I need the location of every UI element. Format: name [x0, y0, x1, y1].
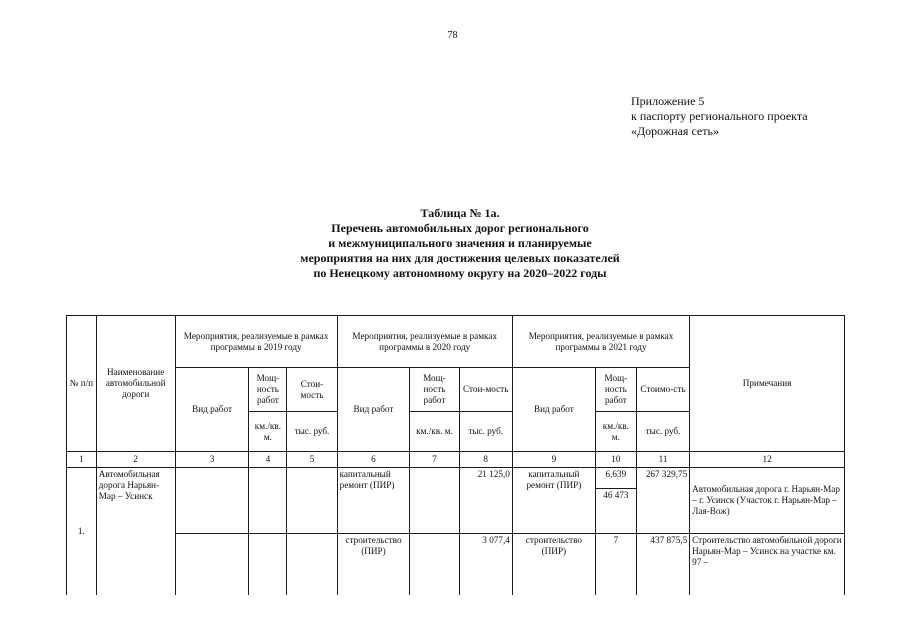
header-cost-2019: Стои-мость [287, 368, 337, 412]
table-title-line-2: Перечень автомобильных дорог регионального [331, 221, 589, 235]
appendix-line-1: Приложение 5 [631, 94, 705, 108]
roads-table-container [66, 315, 845, 595]
appendix-line-3: «Дорожная сеть» [631, 124, 719, 138]
column-number: 7 [410, 452, 459, 468]
work-2020-cell: строительство (ПИР) [337, 534, 410, 596]
note-cell: Автомобильная дорога г. Нарьян-Мар – г. Усинск (Участок г. Нарьян-Мар – Лая-Вож) [690, 468, 845, 534]
column-number: 6 [337, 452, 410, 468]
capacity-2021-sqm-value: 46 473 [596, 488, 636, 509]
page-number: 78 [447, 30, 458, 41]
work-2021-cell: капитальный ремонт (ПИР) [512, 468, 595, 534]
table-row [67, 534, 845, 596]
capacity-2020-cell [410, 468, 459, 534]
table-row [67, 468, 845, 534]
note-cell: Строительство автомобильной дороги Нарьян-Мар – Усинск на участке км. 97 – [690, 534, 845, 596]
column-number: 12 [690, 452, 845, 468]
road-name-cell: Автомобильная дорога Нарьян-Мар – Усинск [96, 468, 175, 596]
header-year-2020: Мероприятия, реализуемые в рамках программы в 2020 году [337, 316, 512, 368]
header-unit-rub-2020: тыс. руб. [459, 412, 512, 452]
header-unit-km-2021: км./кв. м. [595, 412, 636, 452]
table-title-line-1: Таблица № 1а. [420, 206, 500, 220]
capacity-2019-cell [249, 534, 287, 596]
column-number: 8 [459, 452, 512, 468]
column-number: 10 [595, 452, 636, 468]
capacity-2021-cell [595, 468, 636, 534]
table-title-line-5: по Ненецкому автономному округу на 2020–2022 годы [313, 266, 607, 280]
table-title-line-4: мероприятия на них для достижения целевых показателей [300, 251, 620, 265]
column-number: 5 [287, 452, 337, 468]
capacity-2019-cell [249, 468, 287, 534]
column-number-row [67, 452, 845, 468]
header-capacity-2021: Мощ-ность работ [595, 368, 636, 412]
header-road-name: Наименование автомобильной дороги [96, 316, 175, 452]
work-2020-cell: капитальный ремонт (ПИР) [337, 468, 410, 534]
header-work-type-2020: Вид работ [337, 368, 410, 452]
header-year-2021: Мероприятия, реализуемые в рамках программы в 2021 году [512, 316, 689, 368]
header-num: № п/п [67, 316, 97, 452]
cost-2021-cell: 267 329,75 [636, 468, 689, 534]
header-unit-rub-2021: тыс. руб. [636, 412, 689, 452]
header-year-2019: Мероприятия, реализуемые в рамках программы в 2019 году [175, 316, 337, 368]
header-row-1 [67, 316, 845, 368]
column-number: 1 [67, 452, 97, 468]
header-unit-km-2020: км./кв. м. [410, 412, 459, 452]
header-unit-rub-2019: тыс. руб. [287, 412, 337, 452]
work-2019-cell [175, 534, 249, 596]
appendix-note [631, 94, 871, 139]
table-title [220, 206, 700, 281]
header-capacity-2020: Мощ-ность работ [410, 368, 459, 412]
cost-2020-cell: 21 125,0 [459, 468, 512, 534]
roads-table [66, 315, 845, 595]
header-work-type-2021: Вид работ [512, 368, 595, 452]
column-number: 2 [96, 452, 175, 468]
row-number: 1. [67, 468, 97, 596]
column-number: 3 [175, 452, 249, 468]
column-number: 9 [512, 452, 595, 468]
work-2021-cell: строительство (ПИР) [512, 534, 595, 596]
table-title-line-3: и межмуниципального значения и планируемые [328, 236, 592, 250]
cost-2020-cell: 3 077,4 [459, 534, 512, 596]
header-notes: Примечания [690, 316, 845, 452]
capacity-2021-cell: 7 [595, 534, 636, 596]
header-unit-km-2019: км./кв. м. [249, 412, 287, 452]
cost-2019-cell [287, 468, 337, 534]
capacity-2020-cell [410, 534, 459, 596]
header-cost-2021: Стоимо-сть [636, 368, 689, 412]
header-work-type-2019: Вид работ [175, 368, 249, 452]
cost-2021-cell: 437 875,5 [636, 534, 689, 596]
column-number: 4 [249, 452, 287, 468]
header-cost-2020: Стои-мость [459, 368, 512, 412]
column-number: 11 [636, 452, 689, 468]
appendix-line-2: к паспорту регионального проекта [631, 109, 808, 123]
work-2019-cell [175, 468, 249, 534]
cost-2019-cell [287, 534, 337, 596]
header-capacity-2019: Мощ-ность работ [249, 368, 287, 412]
capacity-2021-km-value: 6,639 [605, 469, 627, 479]
